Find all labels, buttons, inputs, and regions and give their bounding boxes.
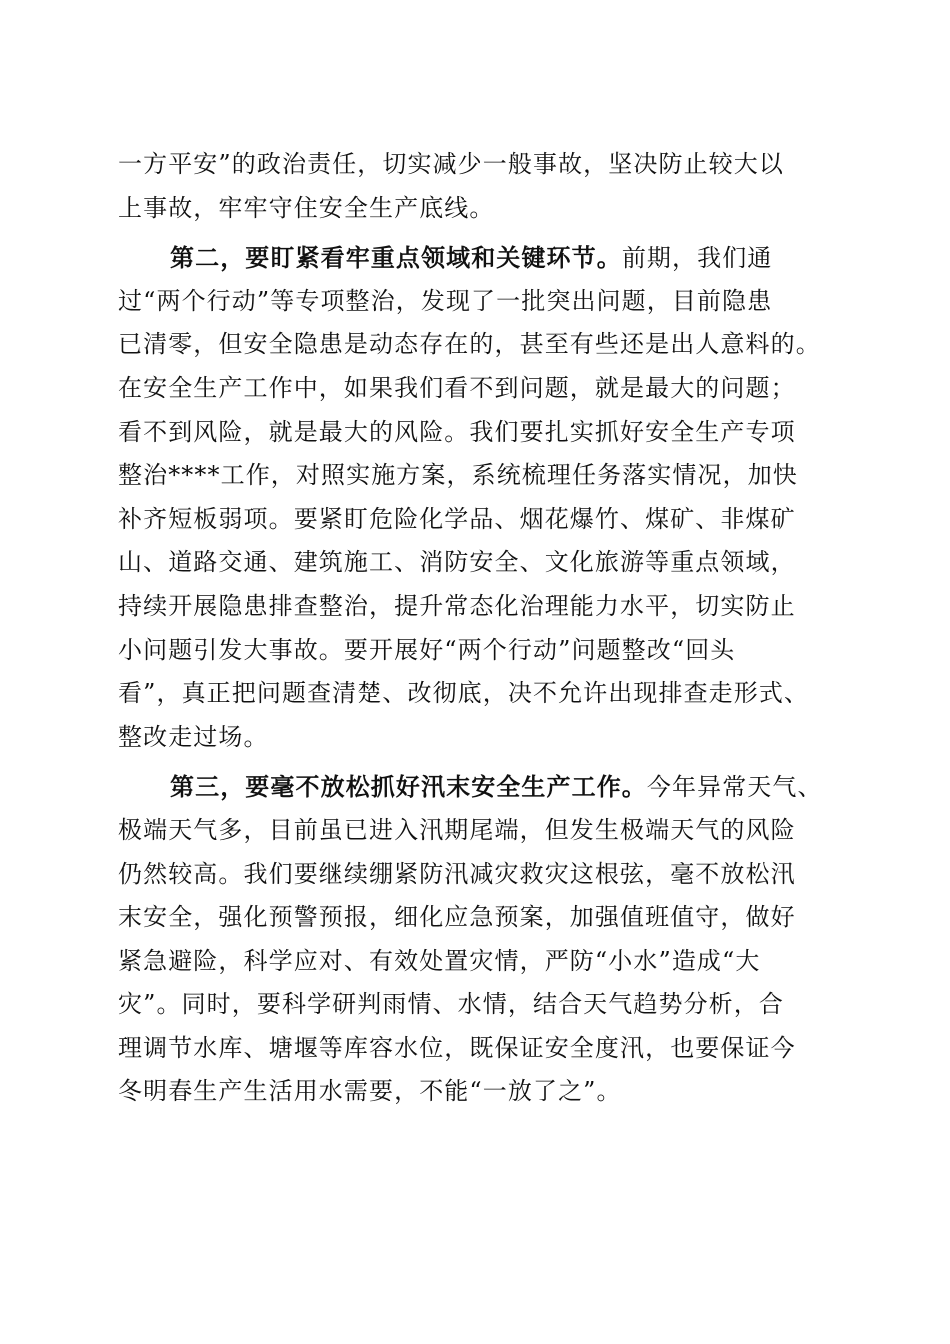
paragraph-2-heading: 第二，要盯紧看牢重点领域和关键环节。: [170, 243, 622, 273]
paragraph-3-heading: 第三，要毫不放松抓好汛末安全生产工作。: [170, 772, 647, 802]
paragraph-3-line: 理调节水库、塘堰等库容水位，既保证安全度汛，也要保证今: [118, 1033, 796, 1062]
paragraph-2-line: 过“两个行动”等专项整治，发现了一批突出问题，目前隐患: [118, 286, 773, 315]
paragraph-3-line: 极端天气多，目前虽已进入汛期尾端，但发生极端天气的风险: [118, 815, 796, 844]
paragraph-2-line: 整改走过场。: [118, 722, 269, 751]
paragraph-3-line: 灾”。同时，要科学研判雨情、水情，结合天气趋势分析，合: [118, 990, 784, 1019]
paragraph-2: [118, 236, 838, 759]
paragraph-2-line: 在安全生产工作中，如果我们看不到问题，就是最大的问题；: [118, 373, 796, 402]
paragraph-2-line: 整治****工作，对照实施方案，系统梳理任务落实情况，加快: [118, 461, 798, 490]
paragraph-3-line: 冬明春生产生活用水需要，不能“一放了之”。: [118, 1077, 622, 1106]
paragraph-2-first-line: [118, 236, 838, 280]
paragraph-2-line: 小问题引发大事故。要开展好“两个行动”问题整改“回头: [118, 635, 736, 664]
paragraph-3-line: 紧急避险，科学应对、有效处置灾情，严防“小水”造成“大: [118, 946, 761, 975]
paragraph-1-line: 上事故，牢牢守住安全生产底线。: [118, 193, 495, 222]
paragraph-2-first-line-text: 前期，我们通: [621, 244, 773, 273]
paragraph-3: [118, 765, 838, 1114]
paragraph-2-line: 已清零，但安全隐患是动态存在的，甚至有些还是出人意料的。: [118, 330, 821, 359]
paragraph-1-line: 一方平安”的政治责任，切实减少一般事故，坚决防止较大以: [118, 150, 784, 178]
paragraph-3-line: 仍然较高。我们要继续绷紧防汛减灾救灾这根弦，毫不放松汛: [118, 859, 796, 888]
paragraph-2-line: 补齐短板弱项。要紧盯危险化学品、烟花爆竹、煤矿、非煤矿: [118, 504, 796, 533]
paragraph-2-line: 看不到风险，就是最大的风险。我们要扎实抓好安全生产专项: [118, 417, 796, 446]
paragraph-3-first-line: [118, 765, 838, 809]
paragraph-3-first-line-text: 今年异常天气、: [646, 773, 823, 802]
paragraph-2-line: 山、道路交通、建筑施工、消防安全、文化旅游等重点领域，: [118, 548, 796, 577]
paragraph-3-line: 末安全，强化预警预报，细化应急预案，加强值班值守，做好: [118, 903, 796, 932]
paragraph-2-line: 看”，真正把问题查清楚、改彻底，决不允许出现排查走形式、: [118, 679, 810, 708]
paragraph-2-line: 持续开展隐患排查整治，提升常态化治理能力水平，切实防止: [118, 591, 796, 620]
document-body: [118, 143, 838, 1114]
paragraph-1: [118, 143, 838, 230]
